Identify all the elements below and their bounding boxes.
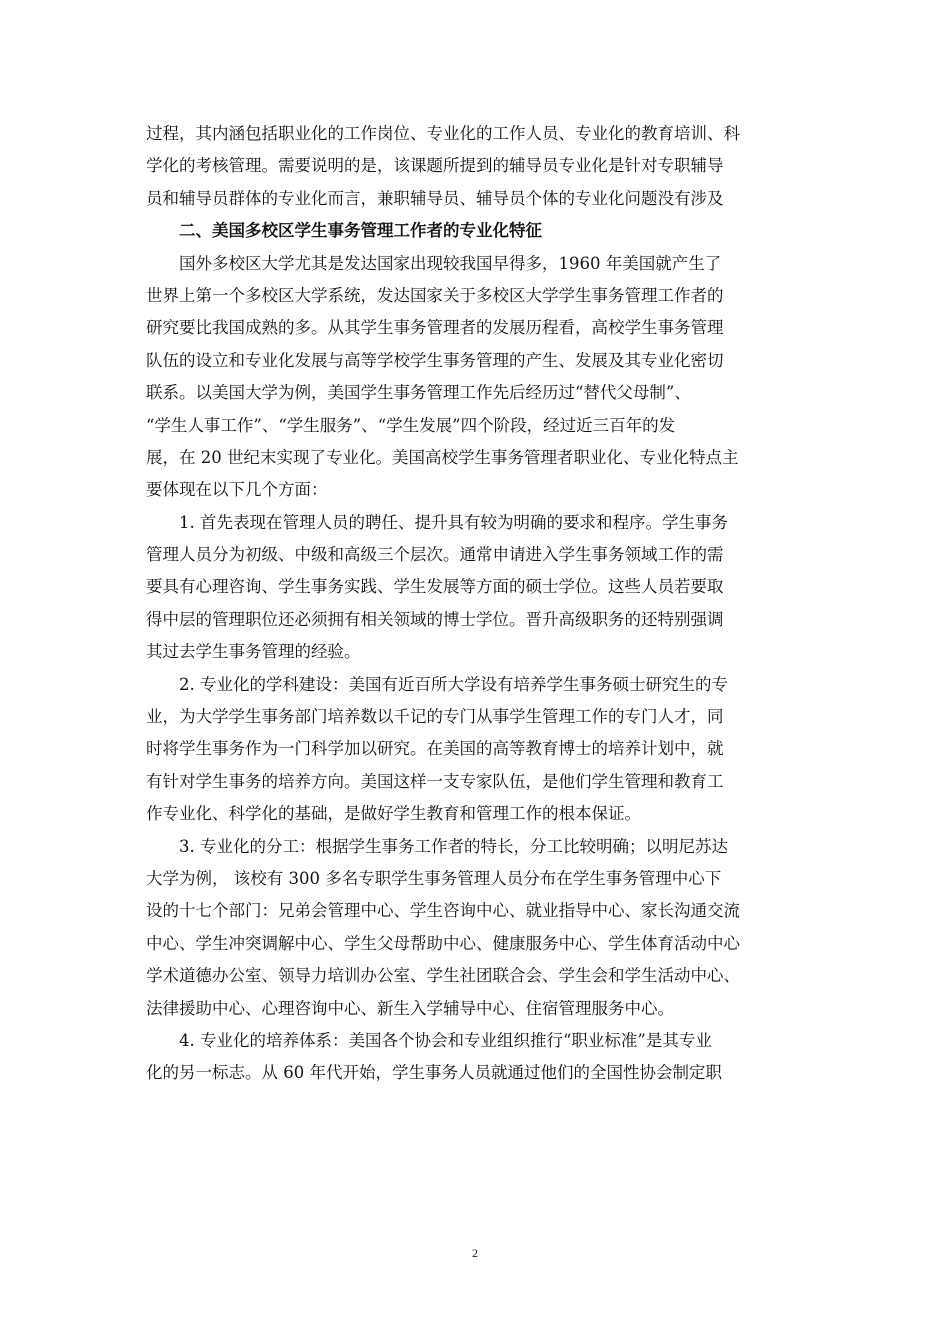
text-line: 要体现在以下几个方面： — [146, 480, 328, 500]
text-line: 其过去学生事务管理的经验。 — [146, 642, 361, 662]
text-line: 化的另一标志。从 60 年代开始，学生事务人员就通过他们的全国性协会制定职 — [146, 1063, 722, 1083]
text-line: 2. 专业化的学科建设：美国有近百所大学设有培养学生事务硕士研究生的专 — [179, 674, 728, 694]
text-line: 4. 专业化的培养体系：美国各个协会和专业组织推行“职业标准”是其专业 — [179, 1030, 712, 1050]
section-heading: 二、美国多校区学生事务管理工作者的专业化特征 — [179, 221, 542, 241]
page-number: 2 — [472, 1246, 478, 1260]
text-line: 时将学生事务作为一门科学加以研究。在美国的高等教育博士的培养计划中，就 — [146, 739, 724, 759]
text-line: 员和辅导员群体的专业化而言，兼职辅导员、辅导员个体的专业化问题没有涉及 — [146, 188, 724, 208]
text-line: 得中层的管理职位还必须拥有相关领域的博士学位。晋升高级职务的还特别强调 — [146, 609, 724, 629]
text-line: 大学为例， 该校有 300 多名专职学生事务管理人员分布在学生事务管理中心下 — [146, 868, 722, 888]
body-text — [146, 118, 808, 1090]
text-line: 过程，其内涵包括职业化的工作岗位、专业化的工作人员、专业化的教育培训、科 — [146, 124, 740, 143]
text-line: 学化的考核管理。需要说明的是，该课题所提到的辅导员专业化是针对专职辅导 — [146, 156, 724, 176]
text-line: 中心、学生冲突调解中心、学生父母帮助中心、健康服务中心、学生体育活动中心 — [146, 933, 740, 953]
text-line: 法律援助中心、心理咨询中心、新生入学辅导中心、住宿管理服务中心。 — [146, 998, 674, 1018]
text-line: 展，在 20 世纪末实现了专业化。美国高校学生事务管理者职业化、专业化特点主 — [146, 447, 739, 467]
text-line: 队伍的设立和专业化发展与高等学校学生事务管理的产生、发展及其专业化密切 — [146, 350, 724, 370]
text-line: 管理人员分为初级、中级和高级三个层次。通常申请进入学生事务领域工作的需 — [146, 545, 724, 565]
text-line: 有针对学生事务的培养方向。美国这样一支专家队伍，是他们学生管理和教育工 — [146, 771, 724, 791]
text-line: 业，为大学学生事务部门培养数以千记的专门从事学生管理工作的专门人才，同 — [146, 707, 724, 727]
text-line: 要具有心理咨询、学生事务实践、学生发展等方面的硕士学位。这些人员若要取 — [146, 577, 724, 597]
text-line: 作专业化、科学化的基础，是做好学生教育和管理工作的根本保证。 — [146, 804, 641, 824]
text-line: 设的十七个部门：兄弟会管理中心、学生咨询中心、就业指导中心、家长沟通交流 — [146, 901, 740, 921]
text-line: 3. 专业化的分工：根据学生事务工作者的特长，分工比较明确；以明尼苏达 — [179, 836, 728, 856]
text-line: 国外多校区大学尤其是发达国家出现较我国早得多，1960 年美国就产生了 — [179, 253, 722, 273]
text-line: 世界上第一个多校区大学系统，发达国家关于多校区大学学生事务管理工作者的 — [146, 285, 724, 305]
text-line: 学术道德办公室、领导力培训办公室、学生社团联合会、学生会和学生活动中心、 — [146, 966, 740, 986]
text-line: 1. 首先表现在管理人员的聘任、提升具有较为明确的要求和程序。学生事务 — [179, 512, 728, 532]
text-line: 联系。以美国大学为例，美国学生事务管理工作先后经历过“替代父母制”、 — [146, 383, 691, 403]
text-line: 研究要比我国成熟的多。从其学生事务管理者的发展历程看，高校学生事务管理 — [146, 318, 724, 338]
text-line: “学生人事工作”、“学生服务”、“学生发展”四个阶段，经过近三百年的发 — [146, 415, 676, 435]
